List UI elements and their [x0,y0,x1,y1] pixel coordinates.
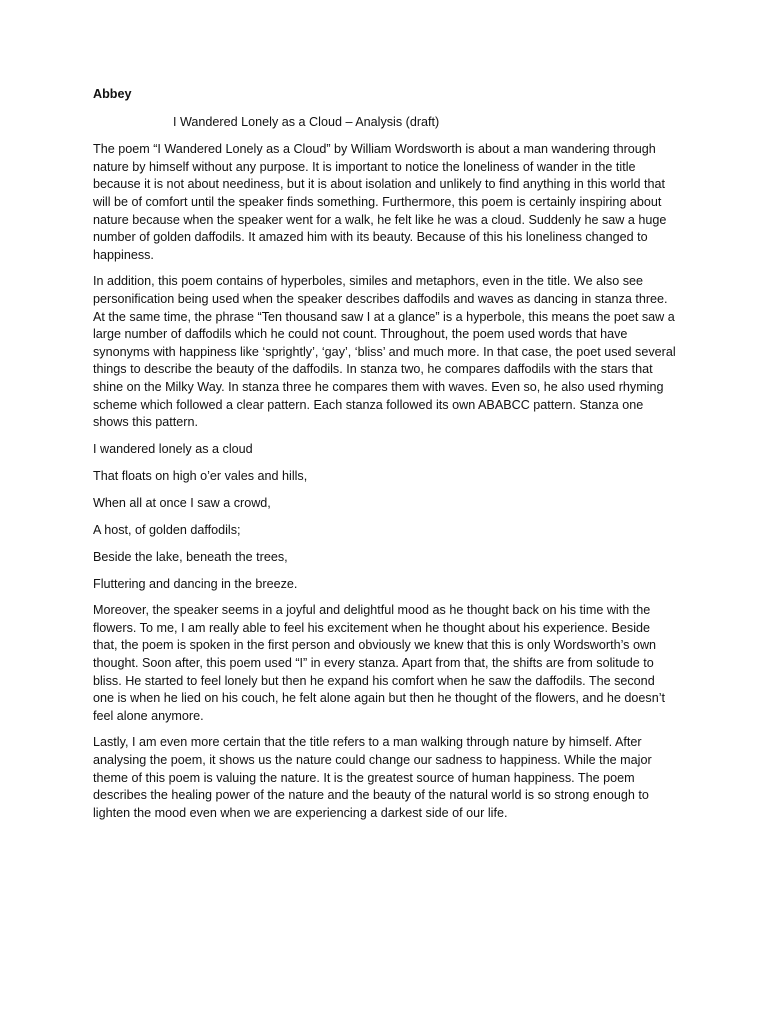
paragraph-intro: The poem “I Wandered Lonely as a Cloud” by William Wordsworth is about a man wandering through nature by himself without any purpose. It is important to notice the loneliness of wander in the title because it is not about neediness, but it is about isolation and unlikely to find anything in this world that will be of comfort until the speaker finds something. Furthermore, this poem is certainly inspiring about nature because when the speaker went for a walk, he felt like he was a cloud. Suddenly he saw a huge number of golden daffodils. It amazed him with its beauty. Because of this his loneliness changed to happiness. [93,142,667,262]
verse-line: I wandered lonely as a cloud [93,441,253,456]
verse-line: Fluttering and dancing in the breeze. [93,576,298,591]
paragraph-devices: In addition, this poem contains of hyperboles, similes and metaphors, even in the title. We also see personification being used when the speaker describes daffodils and waves as dancing in stanza three. At the same time, the phrase “Ten thousand saw I at a glance” is a hyperbole, this means the poet saw a large number of daffodils which he could not count. Throughout, the poem used words that have synonyms with happiness like ‘sprightly’, ‘gay’, ‘bliss’ and much more. In that case, the poet used several things to describe the beauty of the daffodils. In stanza two, he compares daffodils with the stars that shine on the Milky Way. In stanza three he compares them with waves. Even so, he also used rhyming scheme which followed a clear pattern. Each stanza followed its own ABABCC pattern. Stanza one shows this pattern. [93,274,676,430]
verse-line: Beside the lake, beneath the trees, [93,549,288,564]
verse-line: That floats on high o’er vales and hills, [93,468,308,483]
document-page [93,86,677,831]
paragraph-conclusion: Lastly, I am even more certain that the title refers to a man walking through nature by himself. After analysing the poem, it shows us the nature could change our sadness to happiness. While the major theme of this poem is valuing the nature. It is the greatest source of human happiness. The poem describes the healing power of the nature and the beauty of the natural world is so strong enough to lighten the mood even when we are experiencing a darkest side of our life. [93,735,652,820]
verse-line: When all at once I saw a crowd, [93,495,271,510]
poem-stanza [93,441,677,594]
verse-line: A host, of golden daffodils; [93,522,241,537]
document-title: I Wandered Lonely as a Cloud – Analysis (draft) [173,114,440,129]
paragraph-mood: Moreover, the speaker seems in a joyful and delightful mood as he thought back on his time with the flowers. To me, I am really able to feel his excitement when he thought about his experience. Beside that, the poem is spoken in the first person and obviously we knew that this is only Wordsworth’s own thought. Soon after, this poem used “I” in every stanza. Apart from that, the shifts are from solitude to bliss. He started to feel lonely but then he expand his comfort when he saw the daffodils. The second one is when he lied on his couch, he felt alone again but then he thought of the flowers, and he doesn’t feel alone anymore. [93,603,666,723]
author-name: Abbey [93,87,132,101]
